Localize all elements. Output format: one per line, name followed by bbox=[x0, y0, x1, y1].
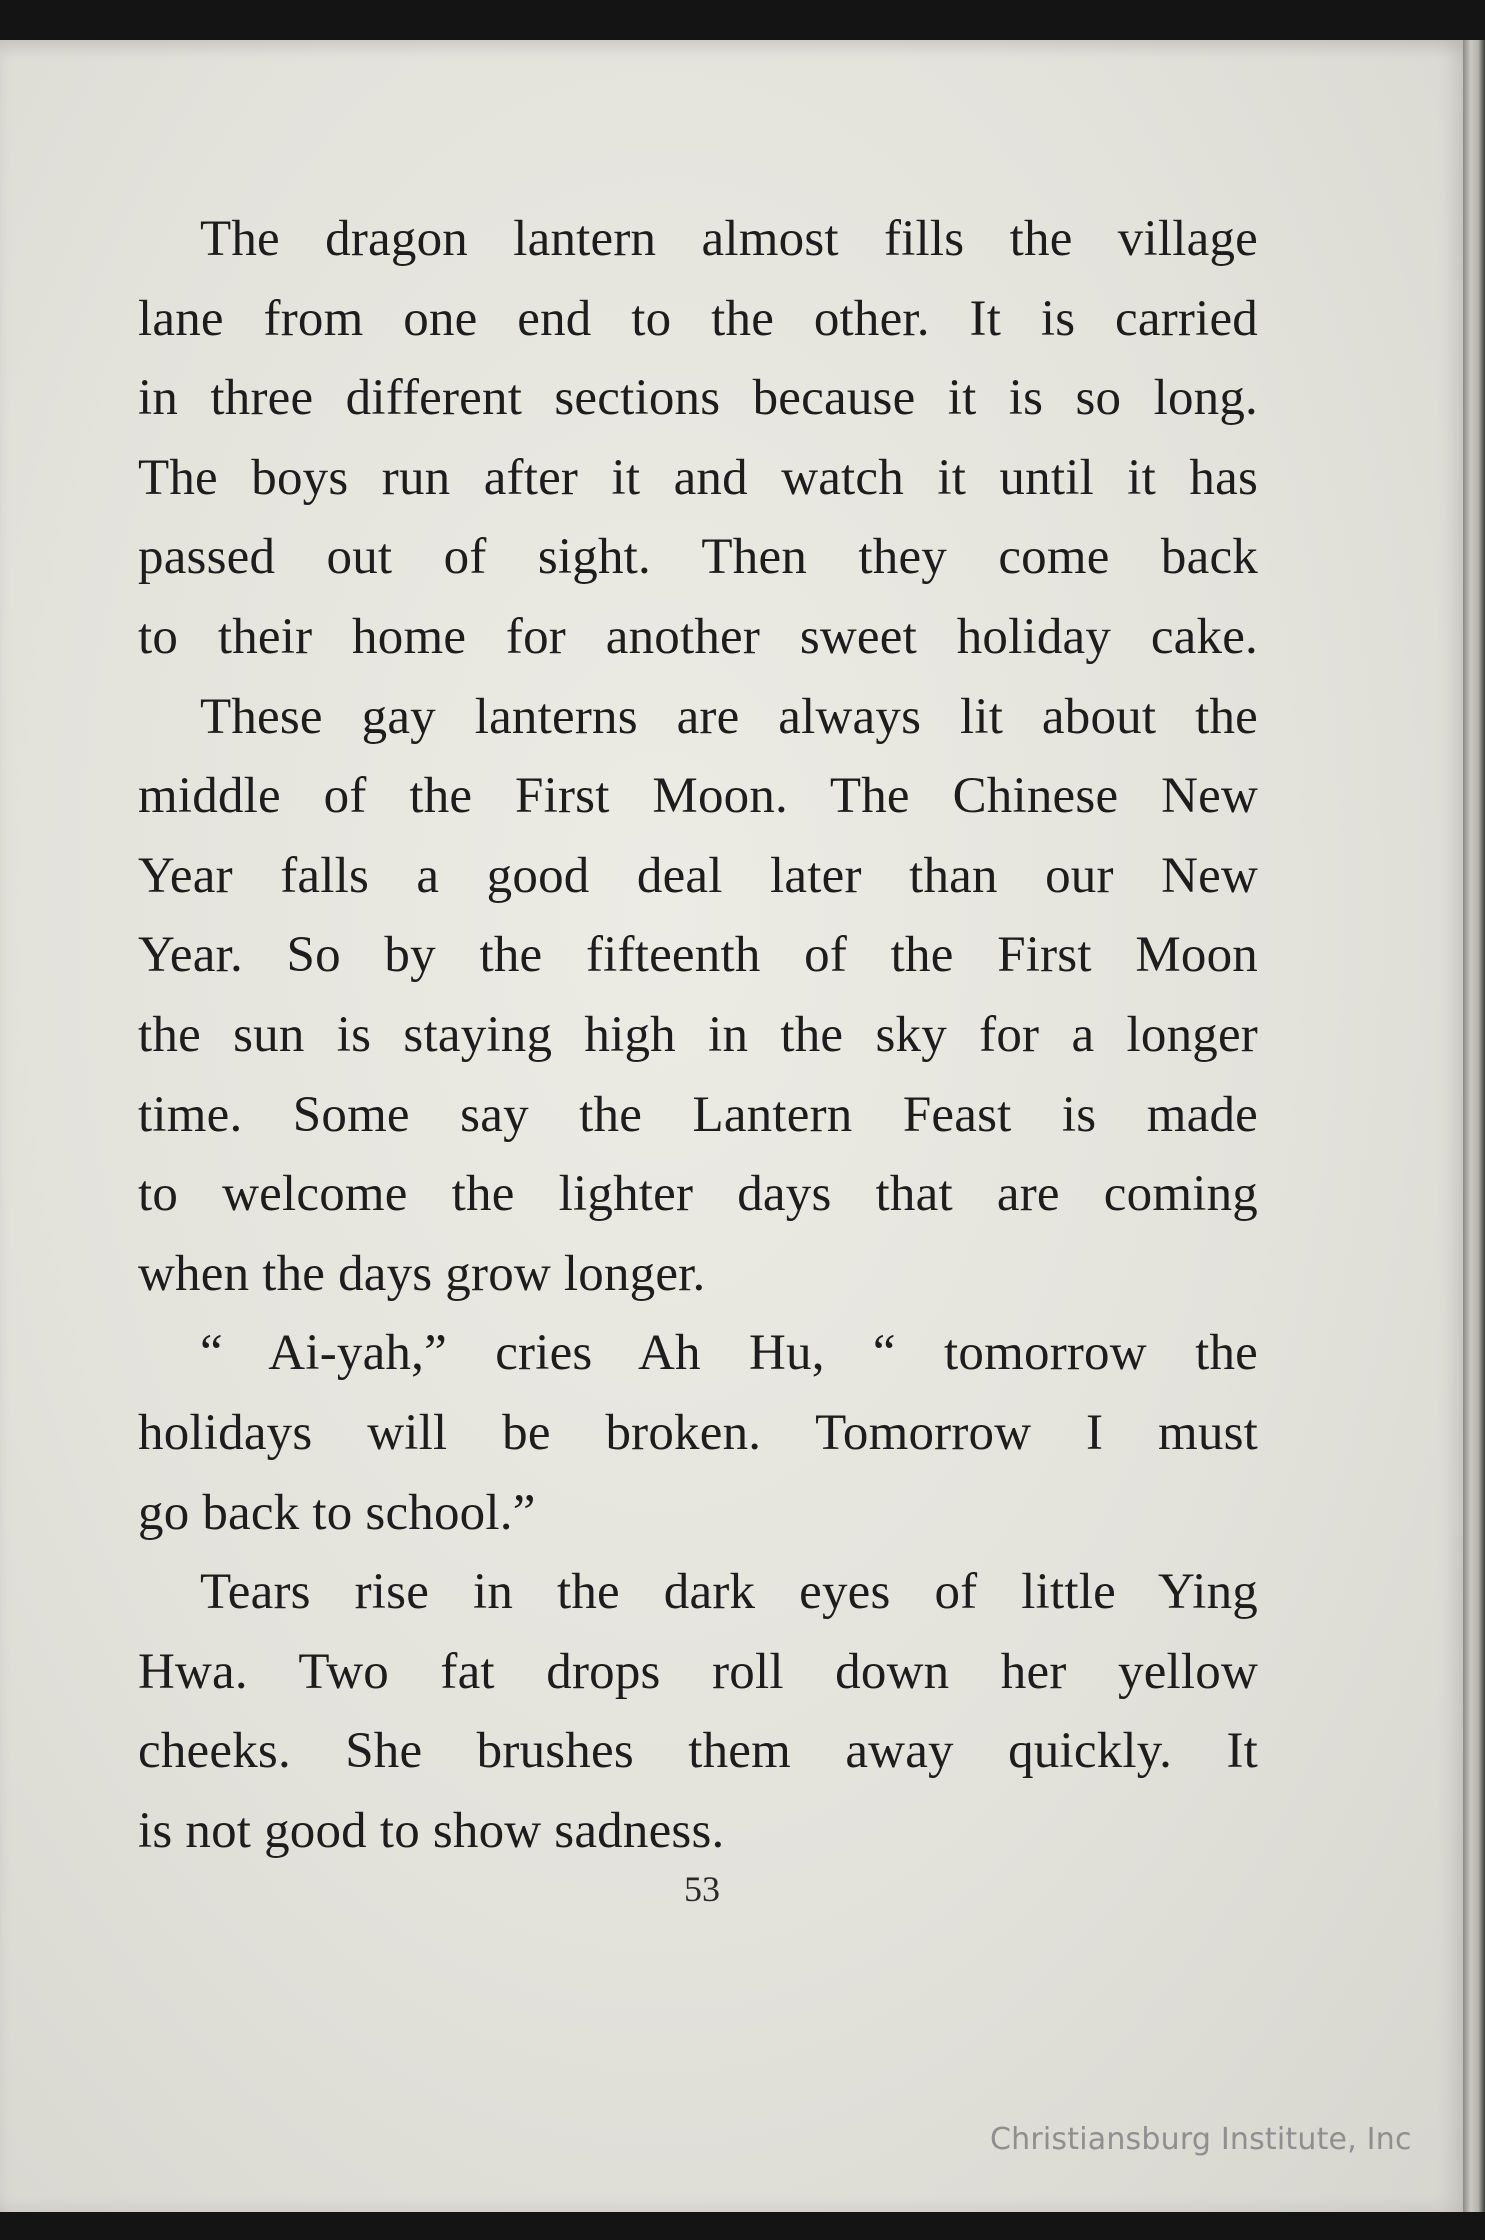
text-line: Hwa. Two fat drops roll down her yellow bbox=[138, 1643, 1258, 1700]
text-line: holidays will be broken. Tomorrow I must bbox=[138, 1404, 1258, 1461]
text-line: cheeks. She brushes them away quickly. It bbox=[138, 1723, 1258, 1780]
watermark: Christiansburg Institute, Inc bbox=[990, 2122, 1412, 2157]
text-line: time. Some say the Lantern Feast is made bbox=[138, 1086, 1258, 1143]
text-line: “ Ai-yah,” cries Ah Hu, “ tomorrow the bbox=[200, 1325, 1258, 1382]
text-line: The dragon lantern almost fills the village bbox=[200, 211, 1258, 267]
text-line: the sun is staying high in the sky for a longer bbox=[138, 1006, 1258, 1063]
text-line: Year. So by the fifteenth of the First Moon bbox=[138, 927, 1258, 984]
text-line: These gay lanterns are always lit about the bbox=[200, 688, 1258, 745]
text-line: Tears rise in the dark eyes of little Ying bbox=[200, 1564, 1258, 1621]
text-line: middle of the First Moon. The Chinese New bbox=[138, 768, 1258, 825]
text-line: to their home for another sweet holiday cake. bbox=[138, 608, 1258, 665]
text-line: to welcome the lighter days that are coming bbox=[138, 1166, 1258, 1223]
body-text bbox=[138, 200, 1258, 1871]
text-line: lane from one end to the other. It is carried bbox=[138, 290, 1258, 347]
text-line: go back to school.” bbox=[138, 1484, 536, 1541]
text-line: in three different sections because it is so long. bbox=[138, 370, 1258, 427]
text-line: passed out of sight. Then they come back bbox=[138, 529, 1258, 586]
page-edge bbox=[1463, 40, 1485, 2212]
page-number: 53 bbox=[684, 1869, 720, 1909]
text-line: The boys run after it and watch it until it has bbox=[138, 449, 1258, 506]
text-line: is not good to show sadness. bbox=[138, 1802, 725, 1859]
text-line: Year falls a good deal later than our New bbox=[138, 847, 1258, 904]
text-line: when the days grow longer. bbox=[138, 1245, 706, 1302]
